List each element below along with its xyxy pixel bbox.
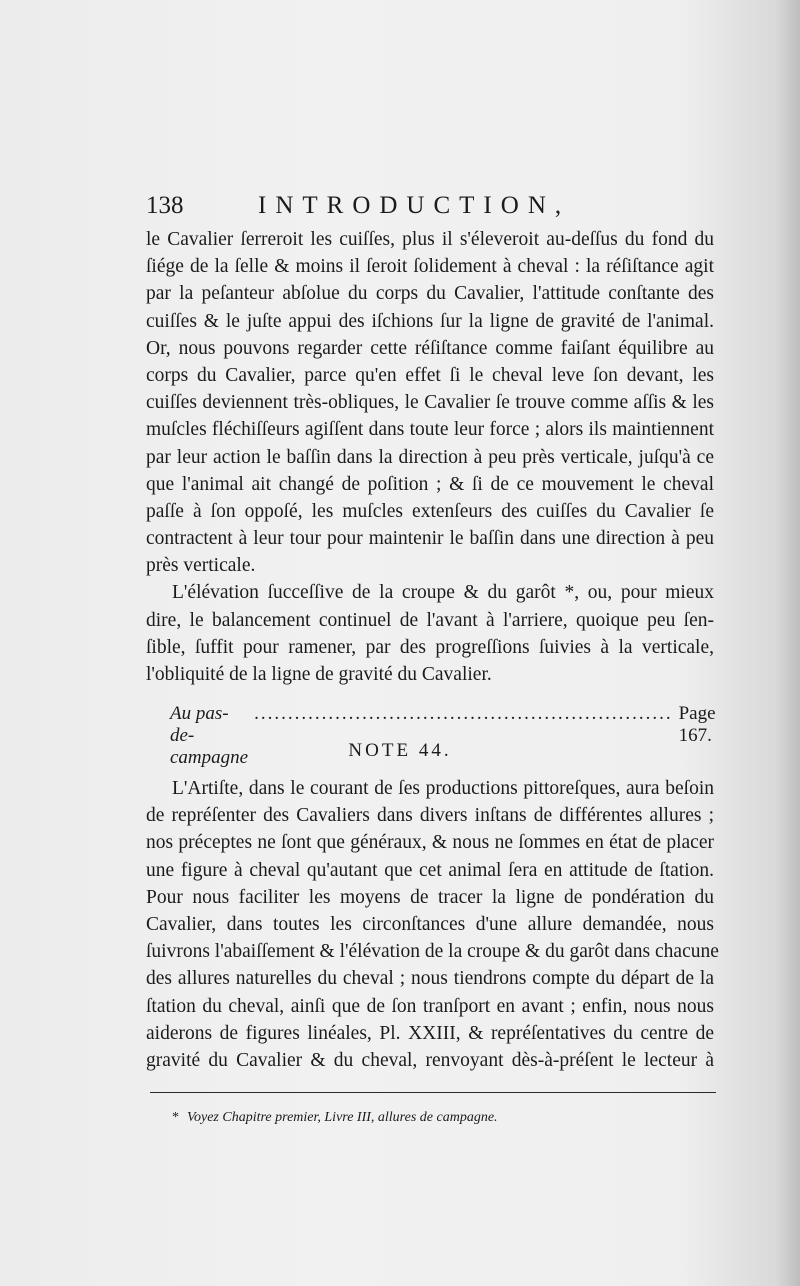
text-line: dire, le balancement continuel de l'avant à l'arriere, quoique peu ſen-	[146, 609, 714, 631]
text-line: paſſe à ſon oppoſé, les muſcles extenſeurs des cuiſſes du Cavalier ſe	[146, 500, 714, 522]
paragraph-2	[146, 579, 714, 688]
text-line: de repréſenter des Cavaliers dans divers inſtans de différentes allures ;	[146, 805, 714, 827]
paragraph-1	[146, 226, 714, 579]
body-text-top	[146, 226, 714, 688]
text-line: ſible, ſuffit pour ramener, par des progreſſions ſuivies à la verticale,	[146, 636, 714, 658]
text-line: L'Artiſte, dans le courant de ſes productions pittoreſques, aura beſoin	[172, 778, 714, 799]
text-line: par leur action le baſſin dans la direction à peu près verticale, juſqu'à ce	[146, 446, 714, 468]
footnote-rule	[150, 1092, 716, 1093]
text-line: que l'animal ait changé de poſition ; & ſi de ce mouvement le cheval	[146, 473, 714, 495]
footnote	[172, 1110, 498, 1126]
text-line: près verticale.	[146, 555, 256, 577]
text-line: Cavalier, dans toutes les circonſtances d'une allure demandée, nous	[146, 913, 714, 935]
text-line: ſiége de la ſelle & moins il ſeroit ſolidement à cheval : la réſiſtance agit	[146, 256, 714, 278]
footnote-text: Voyez Chapitre premier, Livre III, allures de campagne.	[187, 1110, 498, 1125]
text-line: le Cavalier ſerreroit les cuiſſes, plus il s'éleveroit au-deſſus du fond du	[146, 229, 714, 250]
text-line: des allures naturelles du cheval ; nous tiendrons compte du départ de la	[146, 968, 714, 990]
leader-dots: ..............................................................	[254, 703, 673, 724]
text-line: cuiſſes deviennent très-obliques, le Cavalier ſe trouve comme aſſis & les	[146, 392, 714, 414]
page-number: 138	[146, 192, 184, 219]
body-text-note	[146, 775, 719, 1074]
text-line: gravité du Cavalier & du cheval, renvoyant dès-à-préſent le lecteur à	[146, 1049, 714, 1071]
running-title: INTRODUCTION,	[258, 192, 571, 219]
text-line: L'élévation ſucceſſive de la croupe & du garôt *, ou, pour mieux	[172, 582, 714, 604]
text-line: aiderons de figures linéales, Pl. XXIII, & repréſentatives du centre de	[146, 1022, 714, 1044]
text-line: une figure à cheval qu'autant que cet animal ſera en attitude de ſtation.	[146, 859, 714, 881]
reference-page: Page 167.	[678, 703, 716, 746]
text-line: ſuivrons l'abaiſſement & l'élévation de la croupe & du garôt dans chacune	[146, 941, 719, 963]
paragraph-3	[146, 775, 719, 1074]
text-line: l'obliquité de la ligne de gravité du Cavalier.	[146, 664, 492, 685]
text-line: cuiſſes & le juſte appui des iſchions ſur la ligne de gravité de l'animal.	[146, 310, 714, 332]
text-line: par la peſanteur abſolue du corps du Cavalier, l'attitude conſtante des	[146, 283, 714, 305]
text-line: Pour nous faciliter les moyens de tracer la ligne de pondération du	[146, 886, 714, 908]
note-heading: NOTE 44.	[348, 740, 452, 761]
footnote-mark: *	[172, 1110, 179, 1125]
text-line: ſtation du cheval, ainſi que de ſon tranſport en avant ; enfin, nous nous	[146, 995, 714, 1017]
text-line: Or, nous pouvons regarder cette réſiſtance comme faiſant équilibre au	[146, 337, 714, 359]
reference-title: Au pas-de-campagne	[170, 703, 249, 768]
text-line: muſcles fléchiſſeurs agiſſent dans toute leur force ; alors ils maintiennent	[146, 419, 714, 441]
text-line: nos préceptes ne ſont que généraux, & nous ne ſommes en état de placer	[146, 832, 714, 854]
text-line: contractent à leur tour pour maintenir le baſſin dans une direction à peu	[146, 528, 714, 550]
page-header	[146, 192, 626, 228]
text-line: corps du Cavalier, parce qu'en effet ſi le cheval leve ſon devant, les	[146, 364, 714, 386]
